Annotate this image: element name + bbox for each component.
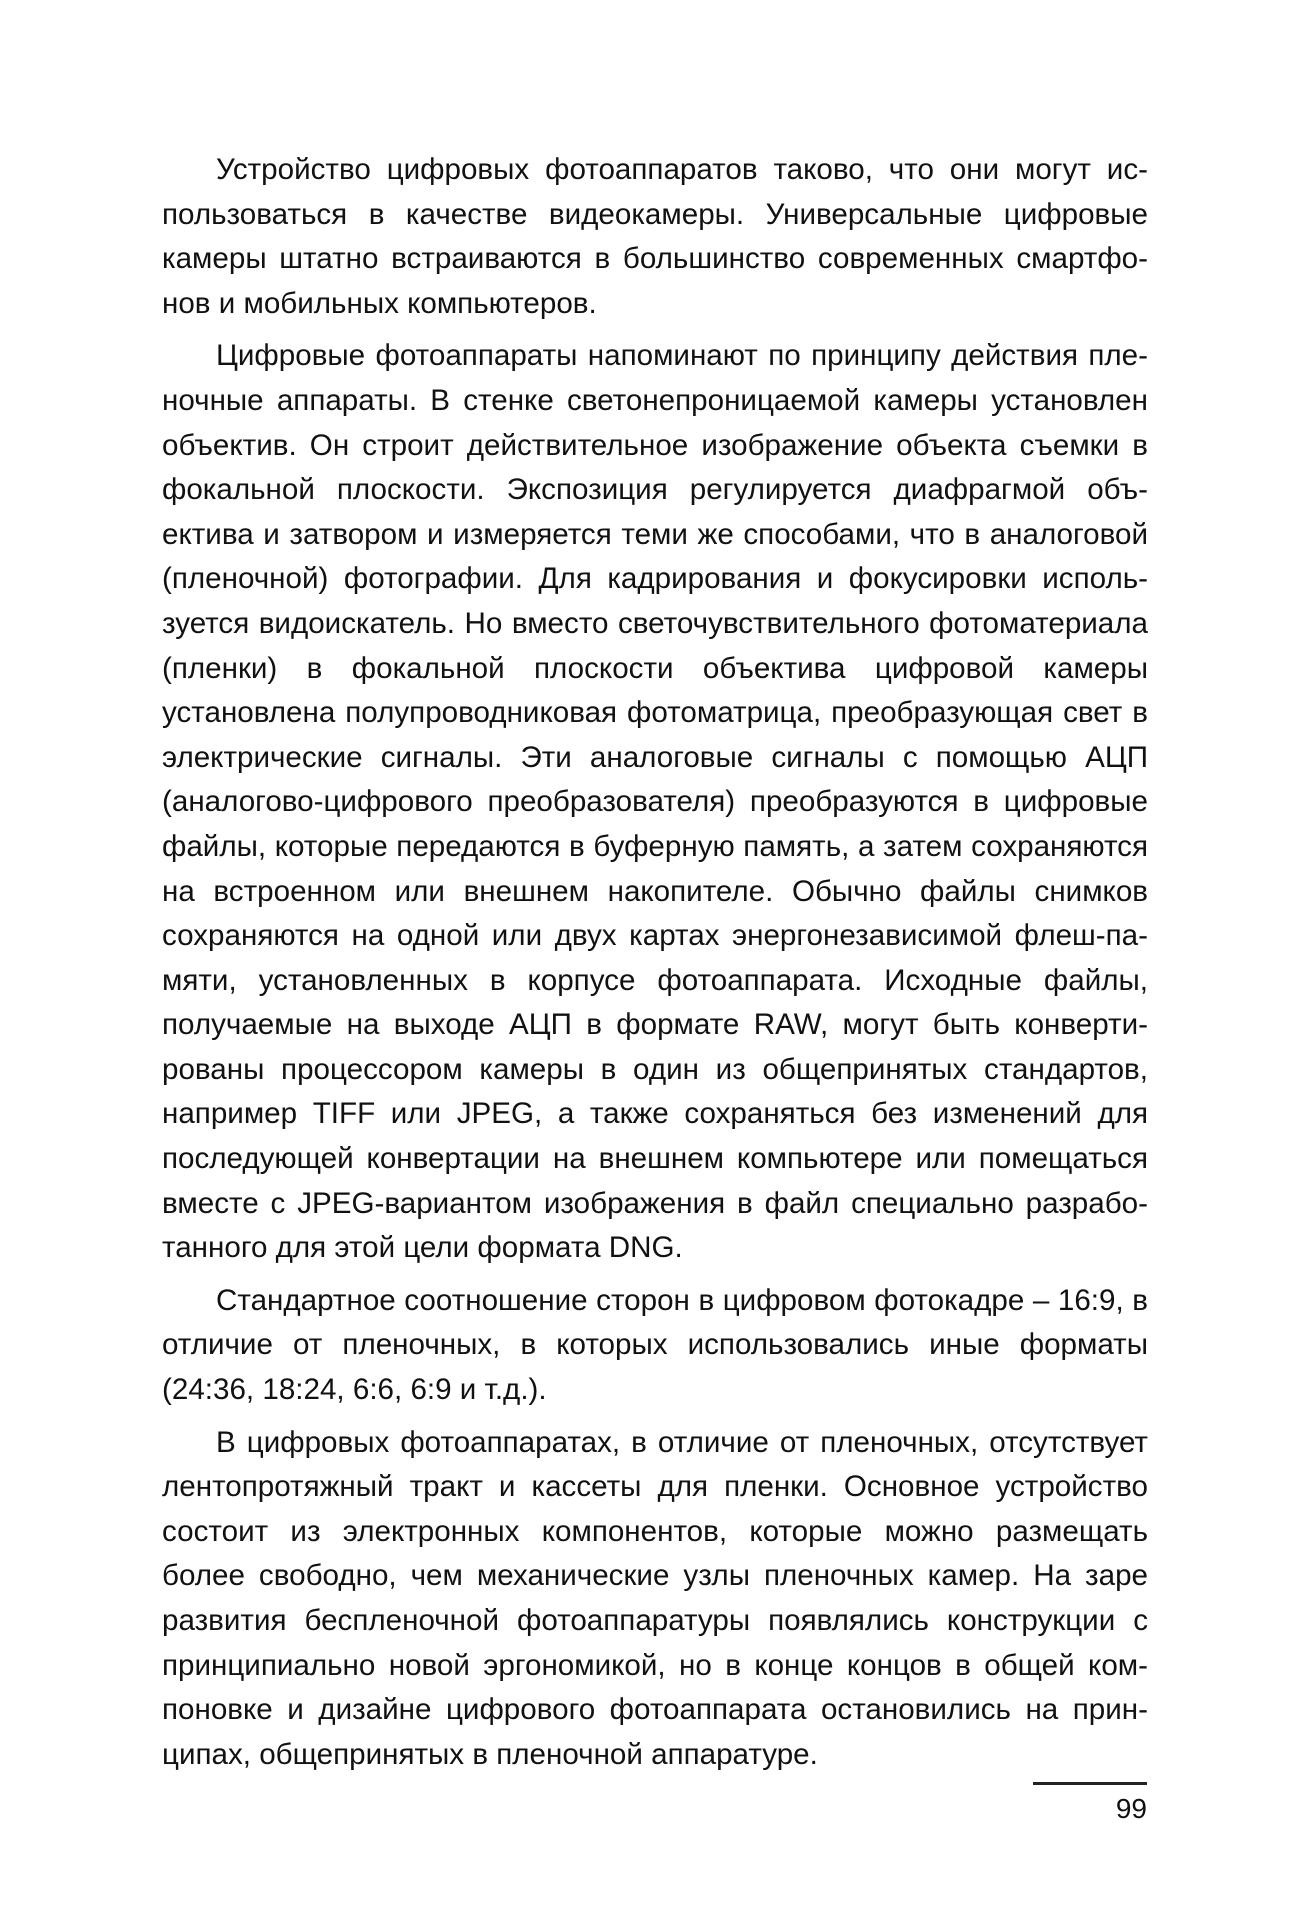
paragraph-2: Цифровые фотоаппараты напоминают по принципу действия пленочные аппараты. В стенке светонепроницаемой камеры установлен объектив. Он строит действительное изображение объекта съемки в фокальной плоскости. Экспозиция регулируется диафрагмой объектива и затвором и измеряется теми же способами, что в аналоговой (пленочной) фотографии. Для кадрирования и фокусировки используется видоискатель. Но вместо светочувствительного фотоматериала (пленки) в фокальной плоскости объектива цифровой камеры установлена полупроводниковая фотоматрица, преобразующая свет в электрические сигналы. Эти аналоговые сигналы с помощью АЦП (аналогово-цифрового преобразователя) преобразуются в цифровые файлы, которые передаются в буферную память, а затем сохраняются на встроенном или внешнем накопителе. Обычно файлы снимков сохраняются на одной или двух картах энергонезависимой флеш-памяти, установленных в корпусе фотоаппарата. Исходные файлы, получаемые на выходе АЦП в формате RAW, могут быть конвертированы процессором камеры в один из общепринятых стандартов, например TIFF или JPEG, а также сохраняться без изменений для последующей конвертации на внешнем компьютере или помещаться вместе с JPEG-вариантом изображения в файл специально разработанного для этой цели формата DNG.	[162, 339, 1148, 1265]
body-text	[162, 148, 1148, 1777]
footer-rule	[1033, 1782, 1147, 1785]
paragraph-4: В цифровых фотоаппаратах, в отличие от пленочных, отсутствует лентопротяжный тракт и кассеты для пленки. Основное устройство состоит из электронных компонентов, которые можно размещать более свободно, чем механические узлы пленочных камер. На заре развития беспленочной фотоаппаратуры появлялись конструкции с принципиально новой эргономикой, но в конце концов в общей компоновке и дизайне цифрового фотоаппарата остановились на принципах, общепринятых в пленочной аппаратуре.	[162, 1425, 1148, 1771]
page-number: 99	[1115, 1793, 1147, 1824]
paragraph-1: Устройство цифровых фотоаппаратов таково, что они могут использоваться в качестве видеокамеры. Универсальные цифровые камеры штатно встраиваются в большинство современных смартфонов и мобильных компьютеров.	[162, 153, 1148, 320]
paragraph-3: Стандартное соотношение сторон в цифровом фотокадре – 16:9, в отличие от пленочных, в которых использовались иные форматы (24:36, 18:24, 6:6, 6:9 и т.д.).	[162, 1283, 1148, 1407]
